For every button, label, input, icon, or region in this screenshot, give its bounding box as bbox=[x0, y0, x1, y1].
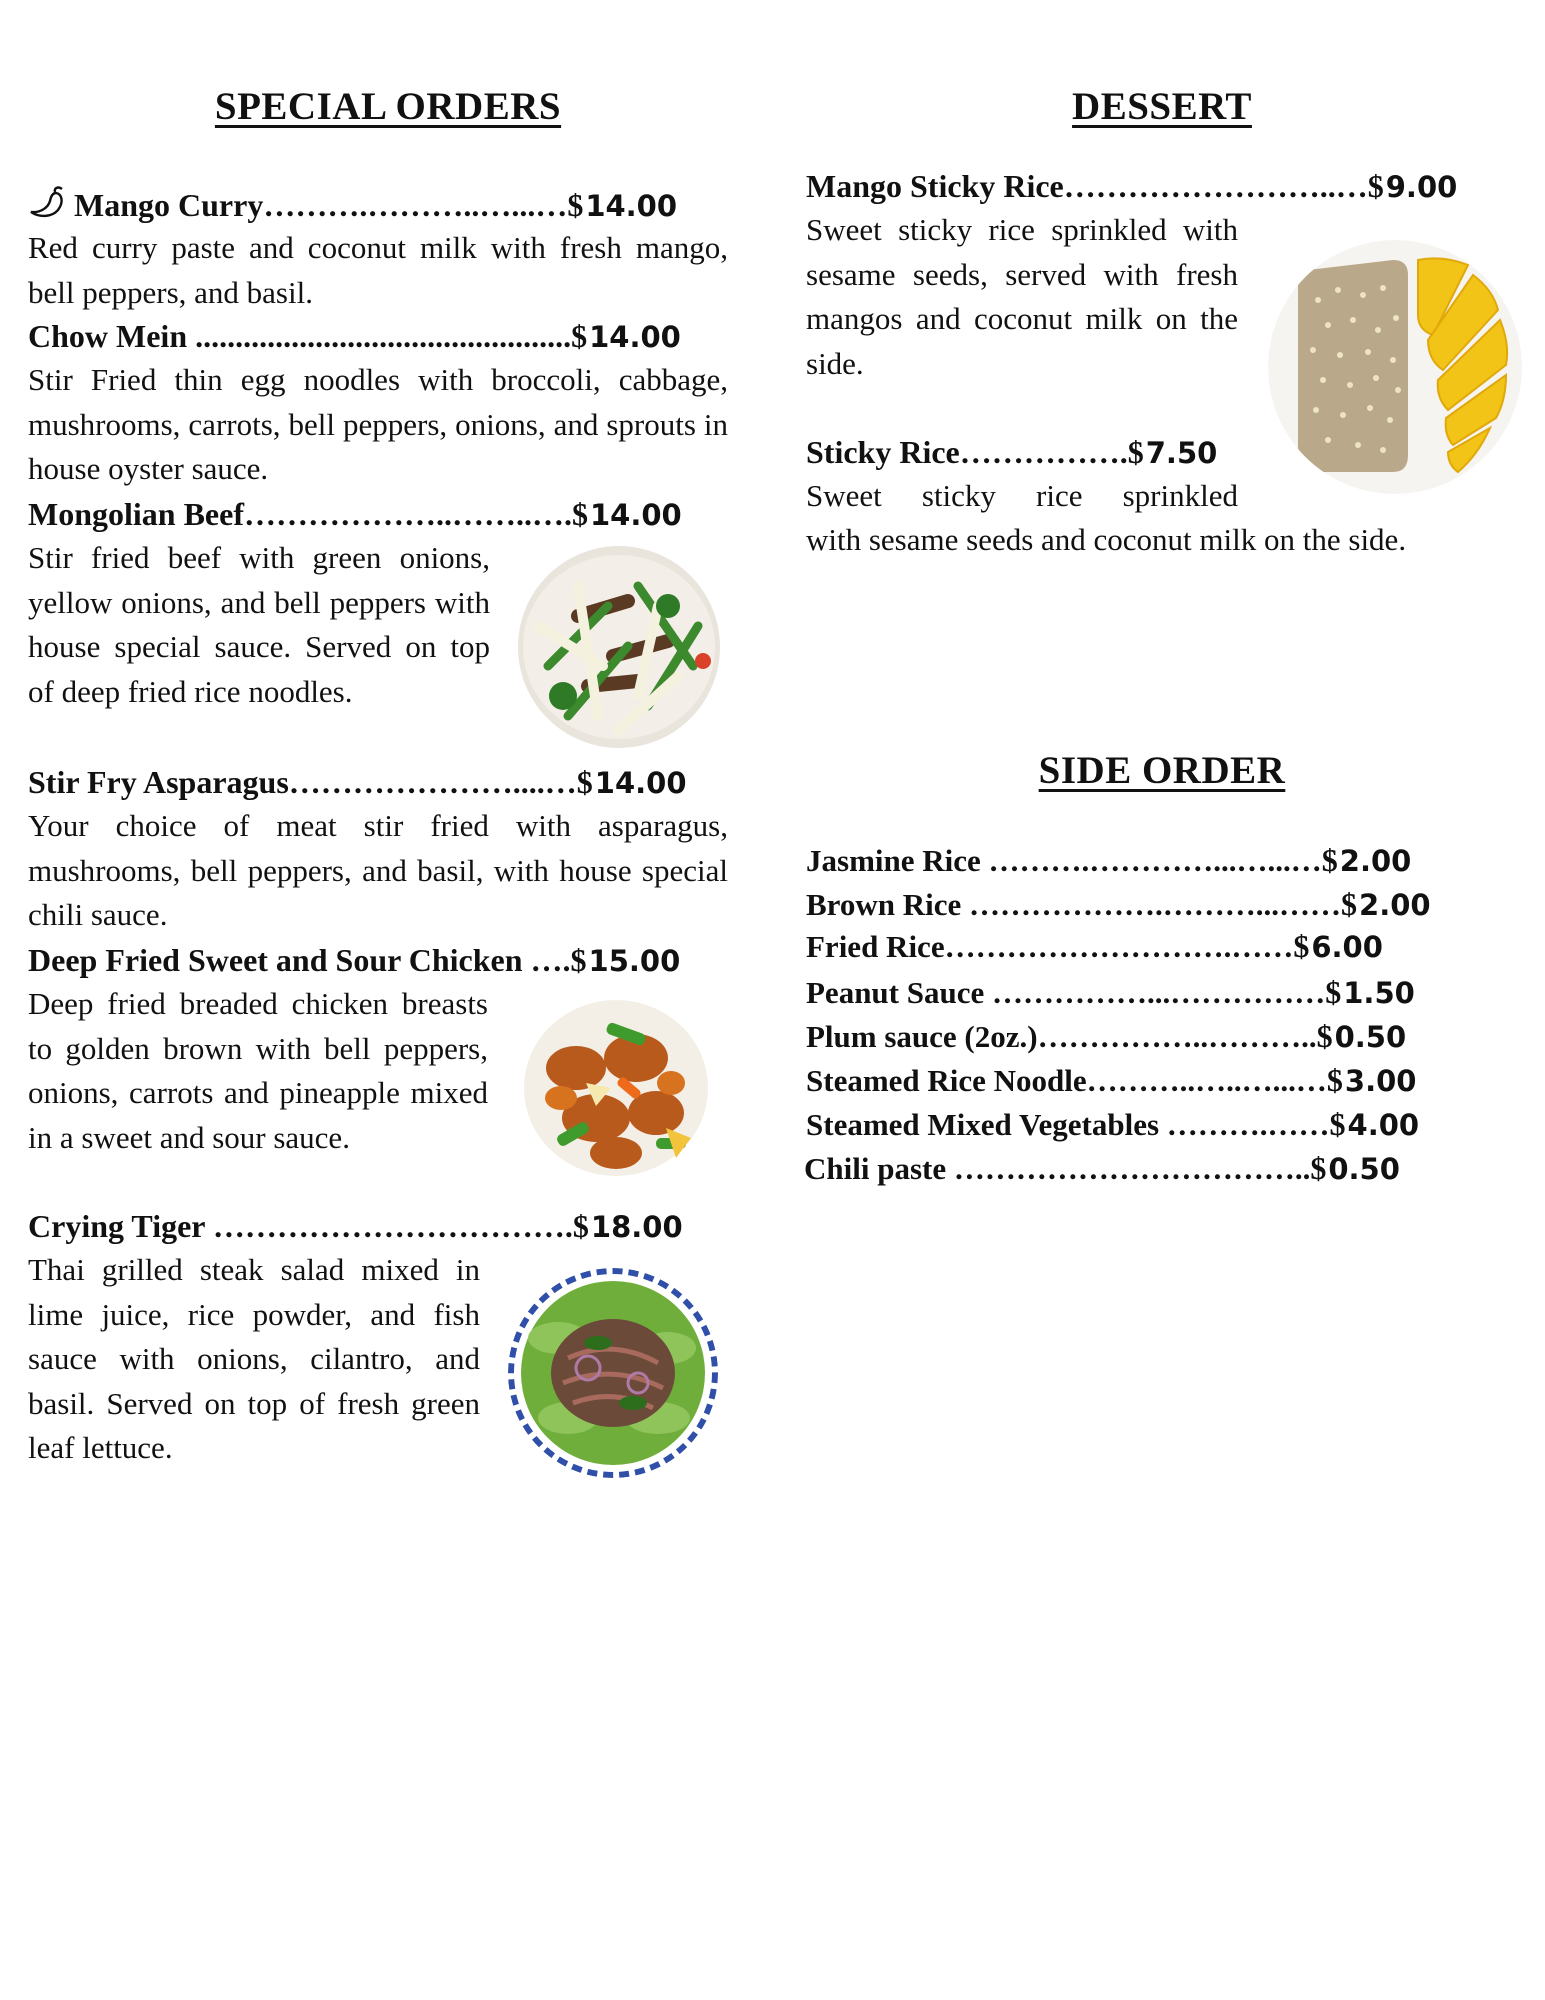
item-price: 18.00 bbox=[590, 1210, 683, 1244]
leader-dots: ………………..……..…. bbox=[243, 496, 572, 532]
leader-dots: ……………………….…… bbox=[944, 929, 1294, 964]
menu-item-chow-mein bbox=[28, 316, 681, 357]
leader-dots: ……………..……….. bbox=[1037, 1019, 1317, 1054]
menu-item-mongolian-beef bbox=[28, 494, 682, 535]
leader-dots: ……………………..… bbox=[1063, 168, 1368, 204]
menu-item-mango-curry bbox=[28, 184, 677, 229]
mango-sticky-rice-photo bbox=[1268, 240, 1522, 494]
item-price: 7.50 bbox=[1145, 436, 1218, 470]
leader-dots: ……….…… bbox=[1159, 1107, 1330, 1142]
leader-dots: ……………………………. bbox=[204, 1208, 573, 1244]
item-name: Mango Curry bbox=[74, 187, 264, 223]
item-name: Sticky Rice bbox=[806, 434, 960, 470]
dollar-sign: $ bbox=[570, 942, 587, 978]
item-description: Your choice of meat stir fried with asparagus, mushrooms, bell peppers, and basil, with house special chili sauce. bbox=[28, 808, 728, 932]
sticky-rice-desc-line: with sesame seeds and coconut milk on the side. bbox=[806, 522, 1407, 557]
item-name: Steamed Mixed Vegetables bbox=[806, 1107, 1160, 1142]
item-name: Mongolian Beef bbox=[28, 496, 244, 532]
side-item-chili-paste bbox=[804, 1148, 1400, 1189]
menu-item-mango-sticky-rice bbox=[806, 166, 1457, 207]
side-item-steamed-mixed-vegetables bbox=[806, 1104, 1419, 1145]
mongolian-beef-photo bbox=[518, 546, 720, 748]
side-item-steamed-rice-noodle bbox=[806, 1060, 1416, 1101]
dollar-sign: $ bbox=[571, 318, 588, 354]
item-price: 2.00 bbox=[1359, 888, 1431, 922]
item-price: 15.00 bbox=[588, 944, 681, 978]
dollar-sign: $ bbox=[1325, 974, 1342, 1010]
item-price: 1.50 bbox=[1343, 976, 1415, 1010]
item-description: Stir Fried thin egg noodles with broccoli, cabbage, mushrooms, carrots, bell peppers, onions, and sprouts in house oyster sauce. bbox=[28, 362, 728, 486]
leader-dots: …. bbox=[522, 942, 571, 978]
dollar-sign: $ bbox=[576, 764, 593, 800]
item-name: Steamed Rice Noodle bbox=[806, 1063, 1087, 1098]
item-price: 14.00 bbox=[585, 189, 678, 223]
item-price: 4.00 bbox=[1347, 1108, 1420, 1142]
item-name: Fried Rice bbox=[806, 929, 945, 964]
leader-dots: ............................................... bbox=[187, 318, 572, 354]
item-description: Thai grilled steak salad mixed in lime juice, rice powder, and fish sauce with onions, cilantro, and basil. Served on top of fresh green leaf lettuce. bbox=[28, 1252, 480, 1465]
dollar-sign: $ bbox=[1293, 928, 1310, 964]
leader-dots: ……….………..…...… bbox=[263, 187, 568, 223]
item-price: 9.00 bbox=[1385, 170, 1458, 204]
menu-item-sweet-and-sour-chicken bbox=[28, 940, 680, 981]
item-price: 6.00 bbox=[1311, 930, 1383, 964]
item-name: Stir Fry Asparagus bbox=[28, 764, 289, 800]
dollar-sign: $ bbox=[1321, 842, 1338, 878]
item-name: Crying Tiger bbox=[28, 1208, 205, 1244]
item-price: 14.00 bbox=[594, 766, 687, 800]
sweet-and-sour-chicken-photo bbox=[516, 988, 716, 1188]
item-description: Red curry paste and coconut milk with fresh mango, bell peppers, and basil. bbox=[28, 230, 728, 310]
item-name: Chow Mein bbox=[28, 318, 188, 354]
dollar-sign: $ bbox=[1341, 886, 1358, 922]
special-orders-heading: SPECIAL ORDERS bbox=[214, 85, 562, 128]
item-name: Jasmine Rice bbox=[806, 843, 981, 878]
dessert-heading: DESSERT bbox=[1072, 85, 1252, 128]
item-description: Deep fried breaded chicken breasts to golden brown with bell peppers, onions, carrots and pineapple mixed in a sweet and sour sauce. bbox=[28, 986, 488, 1155]
item-price: 14.00 bbox=[589, 498, 682, 532]
item-price: 0.50 bbox=[1334, 1020, 1407, 1054]
leader-dots: ………..…..…...… bbox=[1086, 1063, 1327, 1098]
item-price: 14.00 bbox=[589, 320, 681, 354]
item-name: Chili paste bbox=[804, 1151, 947, 1186]
leader-dots: ……………….………...…… bbox=[961, 887, 1342, 922]
side-item-brown-rice bbox=[806, 884, 1431, 925]
item-name: Brown Rice bbox=[806, 887, 962, 922]
dollar-sign: $ bbox=[1326, 1062, 1343, 1098]
dollar-sign: $ bbox=[1329, 1106, 1346, 1142]
leader-dots: …………………....… bbox=[288, 764, 577, 800]
dollar-sign: $ bbox=[567, 187, 584, 223]
side-item-plum-sauce bbox=[806, 1016, 1406, 1057]
item-price: 3.00 bbox=[1344, 1064, 1417, 1098]
item-description bbox=[806, 474, 1518, 519]
menu-item-crying-tiger bbox=[28, 1206, 683, 1247]
dollar-sign: $ bbox=[1127, 434, 1144, 470]
item-name: Mango Sticky Rice bbox=[806, 168, 1064, 204]
dollar-sign: $ bbox=[1310, 1150, 1327, 1186]
leader-dots: ……….…………...…...… bbox=[980, 843, 1322, 878]
dollar-sign: $ bbox=[1367, 168, 1384, 204]
side-order-heading: SIDE ORDER bbox=[1038, 749, 1286, 792]
item-description: Stir fried beef with green onions, yellow onions, and bell peppers with house special sauce. Served on top of deep fried rice noodles. bbox=[28, 540, 490, 709]
sticky-rice-desc-line: Sweet sticky rice sprinkled bbox=[806, 478, 1238, 513]
crying-tiger-photo bbox=[508, 1268, 718, 1478]
item-name: Peanut Sauce bbox=[806, 975, 985, 1010]
menu-item-sticky-rice bbox=[806, 432, 1217, 473]
dollar-sign: $ bbox=[571, 496, 588, 532]
leader-dots: ……………...…………… bbox=[984, 975, 1326, 1010]
side-item-fried-rice bbox=[806, 926, 1383, 967]
dollar-sign: $ bbox=[1316, 1018, 1333, 1054]
chili-pepper-icon bbox=[28, 184, 72, 229]
dollar-sign: $ bbox=[572, 1208, 589, 1244]
leader-dots: ……………. bbox=[959, 434, 1128, 470]
item-price: 2.00 bbox=[1339, 844, 1412, 878]
item-name: Plum sauce (2oz.) bbox=[806, 1019, 1038, 1054]
side-item-jasmine-rice bbox=[806, 840, 1411, 881]
item-name: Deep Fried Sweet and Sour Chicken bbox=[28, 942, 523, 978]
item-price: 0.50 bbox=[1328, 1152, 1400, 1186]
side-item-peanut-sauce bbox=[806, 972, 1415, 1013]
leader-dots: …………………………….. bbox=[946, 1151, 1311, 1186]
menu-item-stir-fry-asparagus bbox=[28, 762, 687, 803]
item-description: Sweet sticky rice sprinkled with sesame seeds, served with fresh mangos and coconut milk on the side. bbox=[806, 212, 1238, 381]
